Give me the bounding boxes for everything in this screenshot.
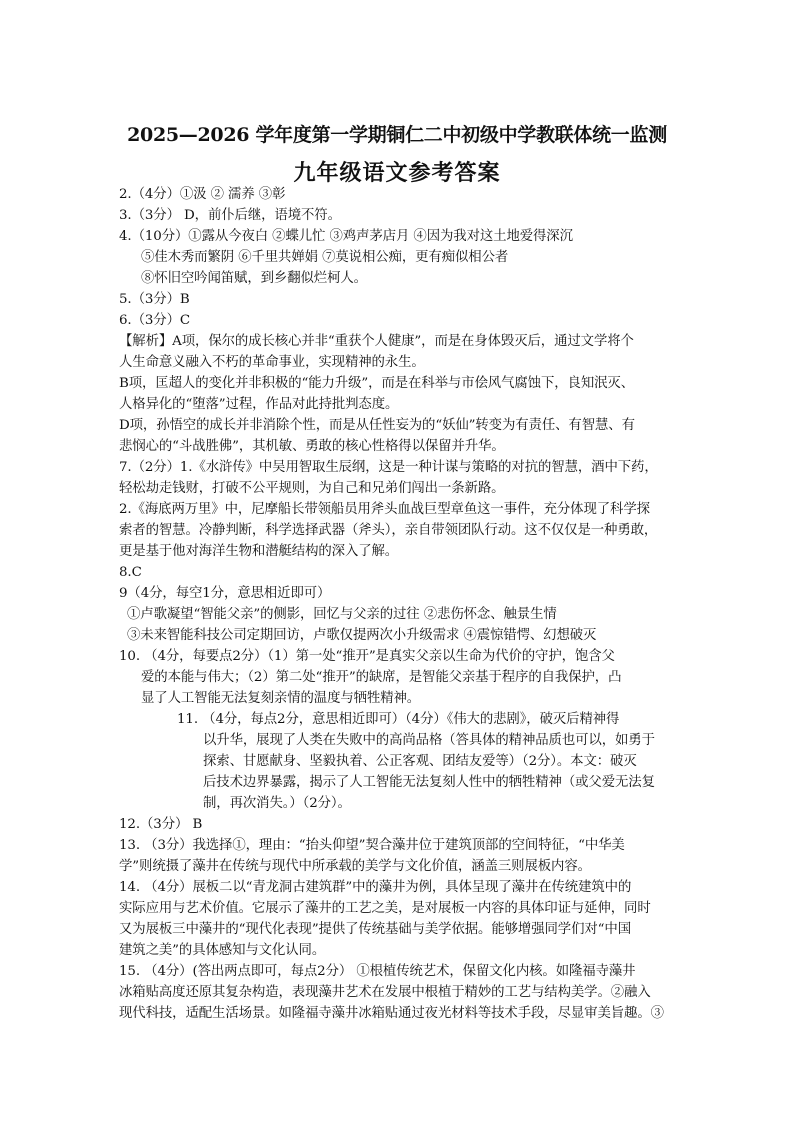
document-subtitle: 九年级语文参考答案 xyxy=(293,160,501,186)
answer-line: B项，匡超人的变化并非积极的“能力升级”，而是在科举与市侩风气腐蚀下，良知泯灭、 xyxy=(119,376,634,391)
answer-line: 人格异化的“堕落”过程，作品对此持批判态度。 xyxy=(119,397,399,412)
answer-line: 5.（3分）B xyxy=(119,292,190,307)
answer-line: 后技术边界暴露，揭示了人工智能无法复刻人性中的牺牲精神（或父爱无法复 xyxy=(203,775,655,790)
answer-line: 制，再次消失。）（2分）。 xyxy=(203,796,351,811)
answer-line: 【解析】A项，保尔的成长核心并非“重获个人健康”，而是在身体毁灭后，通过文学将个 xyxy=(119,334,634,349)
answer-line: ③未来智能科技公司定期回访，卢歌仅提两次小升级需求 ④震惊错愕、幻想破灭 xyxy=(127,628,597,643)
answer-line: 学”则统摄了藻井在传统与现代中所承载的美学与文化价值，涵盖三则展板内容。 xyxy=(119,859,591,874)
answer-line: 显了人工智能无法复刻亲情的温度与牺牲精神。 xyxy=(141,691,421,706)
answer-line: 11. （4分，每点2分，意思相近即可）（4分）《伟大的悲剧》，破灭后精神得 xyxy=(177,712,620,727)
answer-line: 4.（10分）①露从今夜白 ②蝶儿忙 ③鸡声茅店月 ④因为我对这土地爱得深沉 xyxy=(119,229,573,244)
answer-body xyxy=(119,184,679,1024)
answer-line: 爱的本能与伟大；（2）第二处“推开”的缺席，是智能父亲基于程序的自我保护，凸 xyxy=(141,670,622,685)
answer-line: 又为展板三中藻井的“现代化表现”提供了传统基础与美学依据。能够增强同学们对“中国 xyxy=(119,922,631,937)
answer-line: 悲悯心的“斗战胜佛”，其机敏、勇敢的核心性格得以保留并升华。 xyxy=(119,439,505,454)
answer-line: 现代科技，适配生活场景。如隆福寺藻井冰箱贴通过夜光材料等技术手段，尽显审美旨趣。③ xyxy=(119,1006,664,1021)
answer-line: 2.（4分）①汲 ② 濡养 ③彰 xyxy=(119,187,286,202)
answer-line: 8.C xyxy=(119,565,142,580)
answer-line: 更是基于他对海洋生物和潜艇结构的深入了解。 xyxy=(119,544,399,559)
answer-line: 以升华，展现了人类在失败中的高尚品格（答具体的精神品质也可以，如勇于 xyxy=(203,733,655,748)
answer-line: 15. （4分）(答出两点即可，每点2分） ①根植传统艺术，保留文化内核。如隆福寺藻井 xyxy=(119,964,636,979)
answer-line: 3.（3分） D，前仆后继，语境不符。 xyxy=(119,208,341,223)
answer-line: 9（4分，每空1分，意思相近即可） xyxy=(119,586,331,601)
answer-line: 2.《海底两万里》中，尼摩船长带领船员用斧头血战巨型章鱼这一事件，充分体现了科学探 xyxy=(119,502,650,517)
answer-line: D项，孙悟空的成长并非消除个性，而是从任性妄为的“妖仙”转变为有责任、有智慧、有 xyxy=(119,418,635,433)
answer-line: 冰箱贴高度还原其复杂构造，表现藻井艺术在发展中根植于精妙的工艺与结构美学。②融入 xyxy=(119,985,651,1000)
answer-line: ①卢歌凝望“智能父亲”的侧影，回忆与父亲的过往 ②悲伤怀念、触景生情 xyxy=(127,607,557,622)
answer-line: ⑧怀旧空吟闻笛赋，到乡翻似烂柯人。 xyxy=(141,271,367,286)
answer-line: 10. （4分，每要点2分）（1）第一处“推开”是真实父亲以生命为代价的守护，饱含父 xyxy=(119,649,615,664)
answer-line: 7.（2分）1.《水浒传》中吴用智取生辰纲，这是一种计谋与策略的对抗的智慧，酒中下药， xyxy=(119,460,658,475)
answer-line: 12.（3分） B xyxy=(119,817,203,832)
answer-line: 实际应用与艺术价值。它展示了藻井的工艺之美，是对展板一内容的具体印证与延伸，同时 xyxy=(119,901,651,916)
answer-line: 13. （3分）我选择①，理由：“抬头仰望”契合藻井位于建筑顶部的空间特征，“中华美 xyxy=(119,838,625,853)
answer-line: 6.（3分）C xyxy=(119,313,191,328)
answer-line: 14. （4分）展板二以“青龙洞古建筑群”中的藻井为例，具体呈现了藻井在传统建筑中的 xyxy=(119,880,632,895)
answer-line: 建筑之美”的具体感知与文化认同。 xyxy=(119,943,326,958)
answer-line: ⑤佳木秀而繁阴 ⑥千里共婵娟 ⑦莫说相公痴，更有痴似相公者 xyxy=(141,250,509,265)
answer-line: 探索、甘愿献身、坚毅执着、公正客观、团结友爱等）（2分）。本文：破灭 xyxy=(203,754,637,769)
answer-line: 人生命意义融入不朽的革命事业，实现精神的永生。 xyxy=(119,355,425,370)
answer-line: 索者的智慧。冷静判断，科学选择武器（斧头），亲自带领团队行动。这不仅仅是一种勇敢， xyxy=(119,523,658,538)
answer-line: 轻松劫走钱财，打破不公平规则，为自己和兄弟们闯出一条新路。 xyxy=(119,481,505,496)
document-title: 2025—2026 学年度第一学期铜仁二中初级中学教联体统一监测 xyxy=(127,124,667,146)
